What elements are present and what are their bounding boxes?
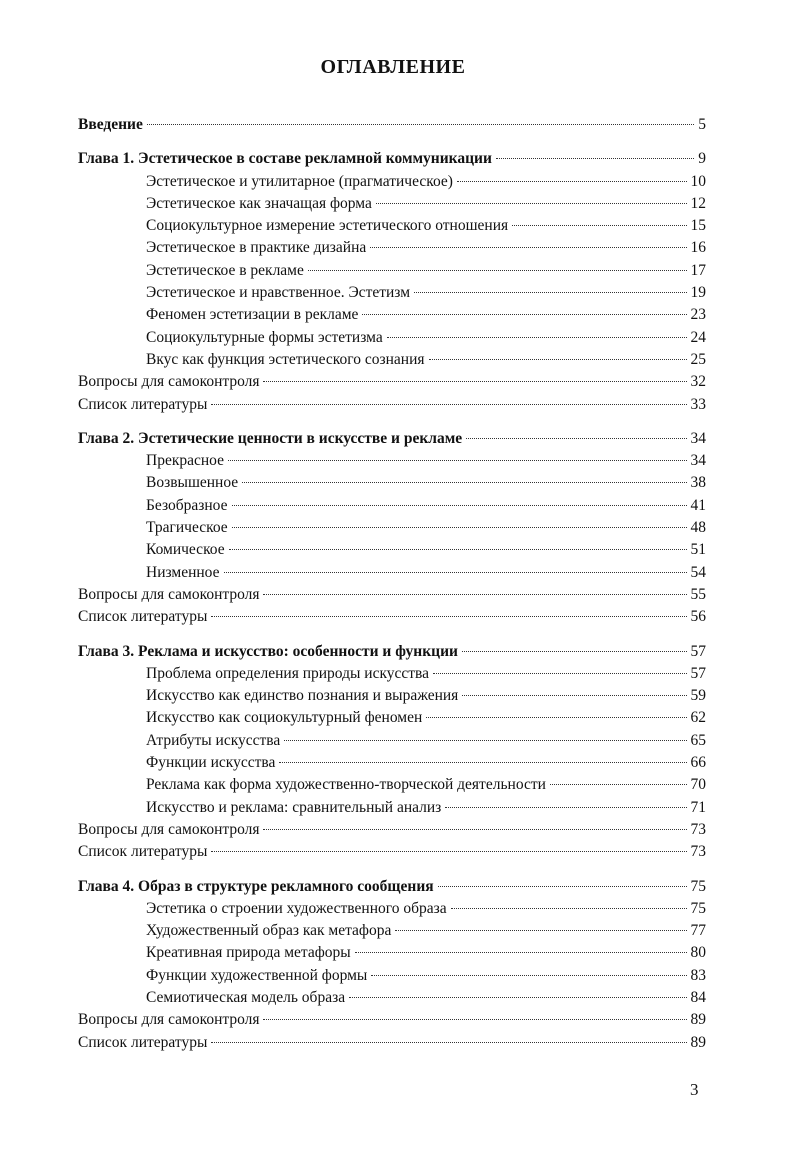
toc-entry-page: 66 [690, 754, 706, 772]
toc-entry-page: 23 [690, 306, 706, 324]
toc-entry [78, 641, 706, 663]
toc-subentry [78, 752, 706, 774]
toc-entry-page: 70 [690, 776, 706, 794]
toc-entry-page: 75 [690, 899, 706, 917]
toc-entry-title: Искусство как социокультурный феномен [146, 709, 423, 727]
page-number: 3 [690, 1080, 699, 1099]
toc-entry-title: Эстетическое в практике дизайна [146, 239, 367, 257]
dot-leader [466, 438, 686, 439]
dot-leader [433, 673, 686, 674]
toc-entry-page: 15 [690, 217, 706, 235]
dot-leader [211, 616, 686, 617]
toc-entry-title: Глава 4. Образ в структуре рекламного сообщения [78, 877, 434, 895]
toc-entry-title: Атрибуты искусства [146, 731, 281, 749]
toc-entry-page: 57 [690, 664, 706, 682]
section-gap [78, 629, 706, 641]
toc-entry-title: Проблема определения природы искусства [146, 664, 430, 682]
toc-entry-title: Низменное [146, 563, 220, 581]
page-title: ОГЛАВЛЕНИЕ [320, 56, 466, 78]
toc-entry-title: Реклама как форма художественно-творческой деятельности [146, 776, 546, 794]
dot-leader [462, 695, 686, 696]
toc-subentry [78, 495, 706, 517]
toc-entry-title: Глава 2. Эстетические ценности в искусстве и рекламе [78, 429, 463, 447]
toc-entry-title: Эстетическое в рекламе [146, 261, 304, 279]
toc-entry-page: 65 [690, 731, 706, 749]
toc-entry [78, 819, 706, 841]
toc-subentry [78, 663, 706, 685]
toc-entry-page: 16 [690, 239, 706, 257]
toc-entry-page: 83 [690, 966, 706, 984]
toc-entry-page: 24 [690, 328, 706, 346]
toc-entry-title: Семиотическая модель образа [146, 988, 346, 1006]
dot-leader [308, 270, 687, 271]
toc-subentry [78, 685, 706, 707]
dot-leader [242, 482, 686, 483]
toc-subentry [78, 282, 706, 304]
toc-entry-page: 5 [698, 116, 706, 133]
toc-entry-title: Глава 1. Эстетическое в составе рекламной коммуникации [78, 150, 492, 168]
dot-leader [376, 203, 687, 204]
dot-leader [371, 975, 686, 976]
toc-entry-title: Функции художественной формы [146, 966, 368, 984]
dot-leader [355, 952, 687, 953]
dot-leader [228, 460, 687, 461]
toc-subentry [78, 304, 706, 326]
toc-subentry [78, 260, 706, 282]
toc-entry-page: 75 [690, 877, 706, 895]
toc-entry-title: Вопросы для самоконтроля [78, 1011, 260, 1029]
toc-subentry [78, 349, 706, 371]
toc-entry-page: 51 [690, 541, 706, 559]
dot-leader [147, 124, 694, 125]
dot-leader [387, 337, 687, 338]
toc-entry [78, 148, 706, 170]
toc-entry [78, 394, 706, 416]
toc-entry-title: Введение [78, 116, 143, 133]
dot-leader [370, 247, 686, 248]
toc-entry-page: 84 [690, 988, 706, 1006]
toc-subentry [78, 327, 706, 349]
toc-entry [78, 371, 706, 393]
dot-leader [224, 572, 687, 573]
toc-entry-page: 62 [690, 709, 706, 727]
toc-entry-page: 25 [690, 350, 706, 368]
dot-leader [429, 359, 687, 360]
dot-leader [451, 908, 687, 909]
toc-entry-title: Комическое [146, 541, 225, 559]
toc-entry-page: 56 [690, 608, 706, 626]
toc-entry [78, 428, 706, 450]
dot-leader [263, 594, 686, 595]
toc-subentry [78, 215, 706, 237]
toc-entry-title: Список литературы [78, 395, 208, 413]
dot-leader [362, 314, 686, 315]
toc-entry-page: 32 [690, 373, 706, 391]
toc-subentry [78, 898, 706, 920]
dot-leader [438, 886, 687, 887]
toc-entry-title: Креативная природа метафоры [146, 944, 351, 962]
toc-entry [78, 876, 706, 898]
dot-leader [263, 1019, 686, 1020]
toc-entry-title: Вопросы для самоконтроля [78, 373, 260, 391]
toc-entry-title: Список литературы [78, 608, 208, 626]
toc-entry-title: Безобразное [146, 496, 228, 514]
dot-leader [232, 527, 687, 528]
dot-leader [457, 181, 687, 182]
toc-entry-page: 71 [690, 798, 706, 816]
toc-entry-page: 55 [690, 585, 706, 603]
toc-entry-page: 34 [690, 429, 706, 447]
toc-subentry [78, 562, 706, 584]
toc-entry-page: 41 [690, 496, 706, 514]
toc-subentry [78, 942, 706, 964]
toc-entry [78, 584, 706, 606]
toc-entry-title: Искусство и реклама: сравнительный анализ [146, 798, 442, 816]
dot-leader [229, 549, 687, 550]
toc-entry-title: Художественный образ как метафора [146, 922, 392, 940]
dot-leader [284, 740, 686, 741]
toc-entry-page: 89 [690, 1011, 706, 1029]
toc-entry-page: 59 [690, 687, 706, 705]
toc-entry-title: Список литературы [78, 1033, 208, 1051]
toc-entry-page: 89 [690, 1033, 706, 1051]
dot-leader [349, 997, 686, 998]
toc-entry-page: 80 [690, 944, 706, 962]
dot-leader [426, 717, 686, 718]
toc-entry-page: 73 [690, 843, 706, 861]
dot-leader [512, 225, 686, 226]
dot-leader [462, 651, 687, 652]
dot-leader [550, 784, 687, 785]
toc-entry-page: 33 [690, 395, 706, 413]
dot-leader [211, 404, 686, 405]
toc-entry-title: Список литературы [78, 843, 208, 861]
toc-subentry [78, 517, 706, 539]
dot-leader [445, 807, 686, 808]
section-gap [78, 136, 706, 148]
toc-entry-page: 73 [690, 820, 706, 838]
toc-subentry [78, 920, 706, 942]
toc-entry-title: Глава 3. Реклама и искусство: особенности и функции [78, 642, 458, 660]
table-of-contents [78, 114, 706, 1054]
toc-entry-page: 54 [690, 563, 706, 581]
toc-entry-title: Вопросы для самоконтроля [78, 820, 260, 838]
toc-subentry [78, 774, 706, 796]
toc-entry-page: 19 [690, 284, 706, 302]
toc-entry [78, 114, 706, 136]
dot-leader [211, 851, 686, 852]
toc-entry-title: Искусство как единство познания и выражения [146, 687, 459, 705]
toc-entry [78, 1032, 706, 1054]
toc-entry-title: Вкус как функция эстетического сознания [146, 350, 425, 368]
toc-entry-title: Социокультурные формы эстетизма [146, 328, 383, 346]
toc-subentry [78, 797, 706, 819]
dot-leader [263, 381, 686, 382]
toc-entry-title: Феномен эстетизации в рекламе [146, 306, 359, 324]
toc-subentry [78, 193, 706, 215]
toc-entry-page: 48 [690, 519, 706, 537]
toc-entry-page: 10 [690, 172, 706, 190]
toc-entry-title: Вопросы для самоконтроля [78, 585, 260, 603]
toc-entry-title: Эстетика о строении художественного образа [146, 899, 447, 917]
dot-leader [414, 292, 687, 293]
toc-entry-page: 9 [698, 150, 706, 168]
toc-subentry [78, 730, 706, 752]
toc-entry-page: 77 [690, 922, 706, 940]
toc-subentry [78, 237, 706, 259]
toc-entry-page: 12 [690, 194, 706, 212]
toc-subentry [78, 987, 706, 1009]
toc-entry-title: Эстетическое как значащая форма [146, 194, 372, 212]
toc-entry-title: Трагическое [146, 519, 228, 537]
toc-entry-page: 34 [690, 452, 706, 470]
toc-entry-title: Прекрасное [146, 452, 224, 470]
toc-entry-title: Социокультурное измерение эстетического отношения [146, 217, 509, 235]
dot-leader [211, 1042, 686, 1043]
section-gap [78, 416, 706, 428]
toc-entry-title: Эстетическое и нравственное. Эстетизм [146, 284, 410, 302]
toc-subentry [78, 539, 706, 561]
dot-leader [279, 762, 686, 763]
toc-subentry [78, 171, 706, 193]
dot-leader [395, 930, 686, 931]
toc-entry-page: 57 [690, 642, 706, 660]
toc-entry [78, 1009, 706, 1031]
dot-leader [232, 505, 687, 506]
toc-entry [78, 606, 706, 628]
dot-leader [496, 158, 694, 159]
toc-entry [78, 841, 706, 863]
toc-subentry [78, 472, 706, 494]
toc-entry-page: 17 [690, 261, 706, 279]
toc-subentry [78, 450, 706, 472]
toc-entry-title: Эстетическое и утилитарное (прагматическое) [146, 172, 453, 190]
toc-entry-page: 38 [690, 474, 706, 492]
dot-leader [263, 829, 686, 830]
toc-entry-title: Функции искусства [146, 754, 276, 772]
section-gap [78, 864, 706, 876]
toc-subentry [78, 707, 706, 729]
toc-entry-title: Возвышенное [146, 474, 239, 492]
toc-subentry [78, 965, 706, 987]
